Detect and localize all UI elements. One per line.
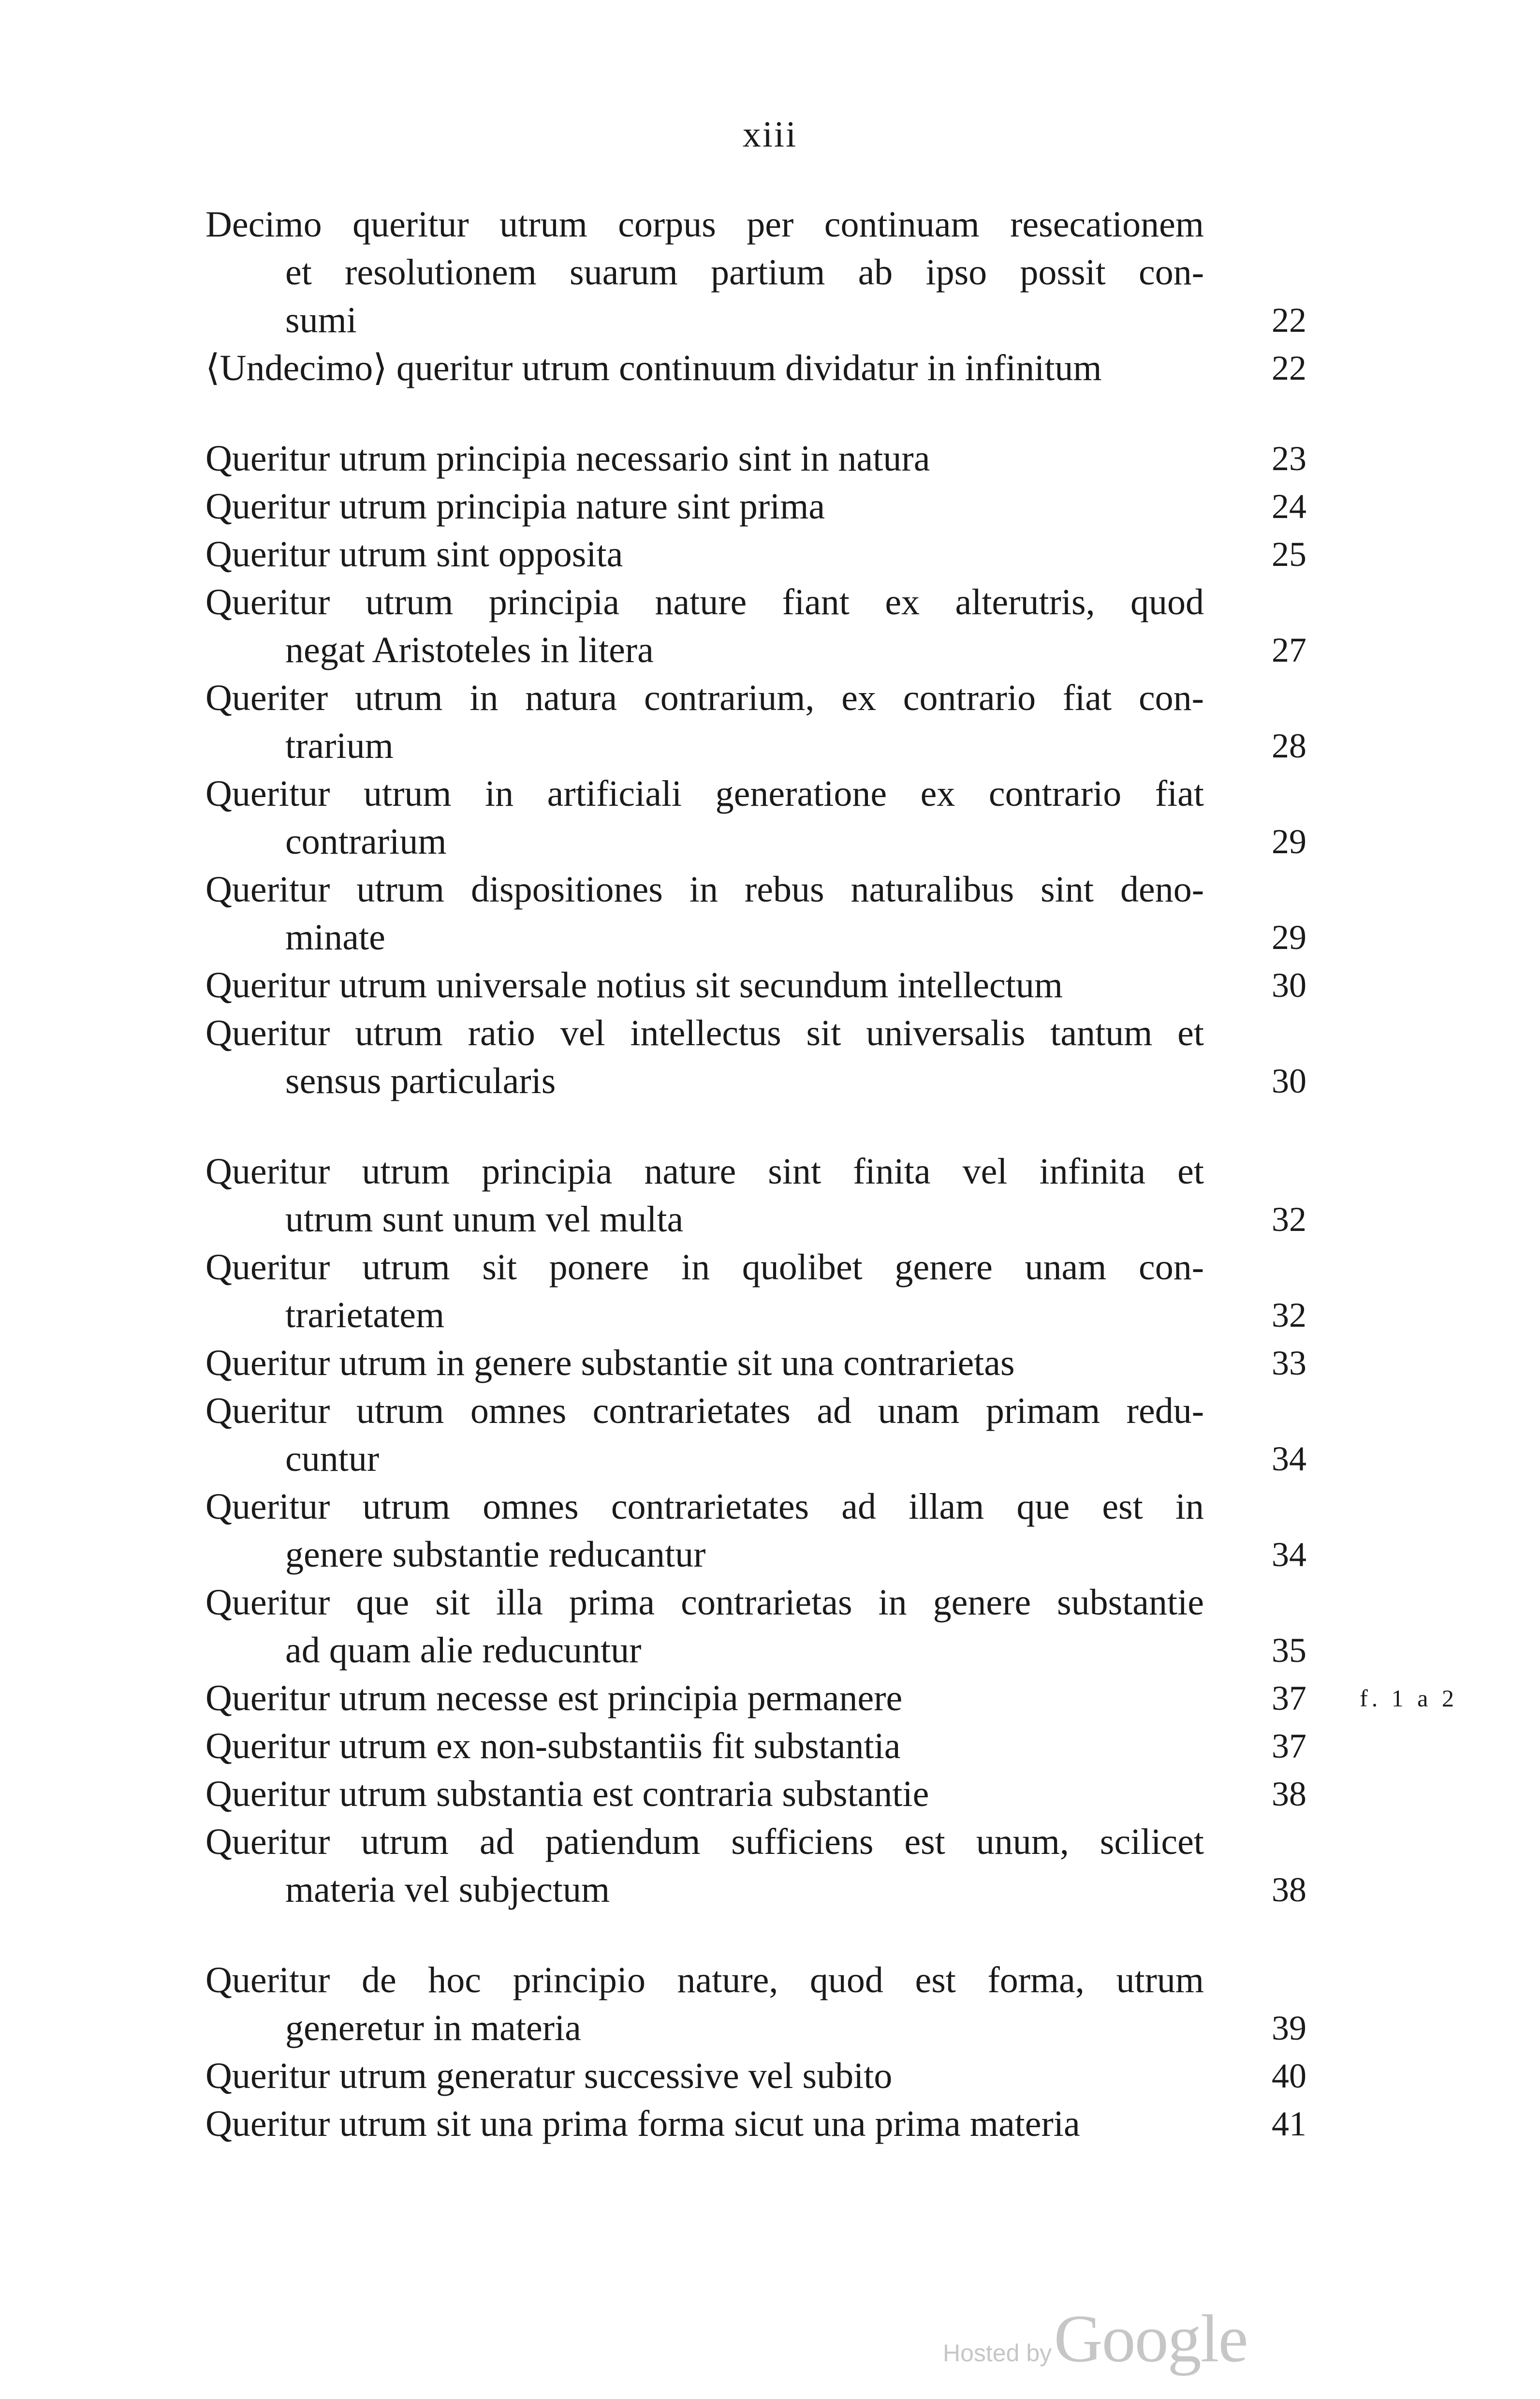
toc-entry-title [205,1387,1204,1483]
toc-entry-line: contrarium [285,821,447,862]
watermark-hosted-text: Hosted by [943,2340,1052,2367]
toc-entry-line: minate [285,917,385,958]
toc-entry-line: sumi [285,300,357,341]
toc-page-number: 37 [1272,1679,1306,1718]
toc-entry-line: Queritur utrum omnes contrarietates ad unam primam redu- [205,1391,1204,1431]
toc-entry-title [205,674,1204,770]
toc-entry [205,1483,1335,1579]
folio-reference: f. 1 a 2 [1360,1685,1458,1712]
toc-page-number: 29 [1272,822,1306,861]
watermark-google-logo: Google [1054,2301,1247,2376]
toc-entry-line: Queritur utrum in genere substantie sit una contrarietas [205,1343,1015,1383]
toc-entry [205,1148,1335,1244]
toc-entry [205,1818,1335,1914]
toc-entry [205,1009,1335,1105]
toc-page-number: 41 [1272,2104,1306,2143]
toc-page-number: 34 [1272,1439,1306,1478]
toc-entry-title [205,201,1204,344]
toc-entry [205,201,1335,344]
toc-entry-title [205,962,1204,1009]
toc-entry-line: Queritur utrum necesse est principia permanere [205,1678,903,1718]
toc-entry-line: Queritur utrum principia nature fiant ex alterutris, quod [205,582,1204,622]
toc-entry-line: Queritur utrum ratio vel intellectus sit universalis tantum et [205,1013,1204,1053]
toc-page-number: 29 [1272,918,1306,957]
toc-entry-line: negat Aristoteles in litera [285,630,654,670]
toc-entry [205,1722,1335,1770]
toc-entry-title [205,1956,1204,2052]
toc-entry-line: ad quam alie reducuntur [285,1630,642,1671]
toc-page-number: 32 [1272,1296,1306,1334]
toc-page-number: 30 [1272,966,1306,1005]
toc-entry-title [205,1674,1204,1722]
toc-entry-line: Decimo queritur utrum corpus per continuam resecationem [205,204,1204,245]
toc-entry [205,1339,1335,1387]
toc-page-number: 40 [1272,2057,1306,2095]
toc-entry-line: ⟨Undecimo⟩ queritur utrum continuum dividatur in infinitum [205,348,1102,388]
toc-entry [205,770,1335,866]
toc-entry-line: Queritur utrum principia nature sint finita vel infinita et [205,1151,1204,1192]
toc-entry-line: Queritur que sit illa prima contrarietas in genere substantie [205,1582,1204,1623]
toc-entry-title [205,1483,1204,1579]
toc-entry-line: Queritur utrum principia necessario sint in natura [205,438,930,479]
toc-entry [205,344,1335,392]
toc-entry-title [205,1722,1204,1770]
toc-page-number: 25 [1272,535,1306,574]
toc-entry-title [205,483,1204,531]
toc-page-number: 38 [1272,1870,1306,1909]
toc-entry-title [205,1818,1204,1914]
toc-entry [205,1770,1335,1818]
toc-entry-line: trarietatem [285,1295,445,1335]
toc-entry-title [205,2052,1204,2100]
toc-entry-title [205,1009,1204,1105]
toc-entry [205,1387,1335,1483]
toc-page-number: 35 [1272,1631,1306,1670]
toc-entry-title [205,578,1204,674]
toc-entry-line: utrum sunt unum vel multa [285,1199,684,1240]
toc-entry-title [205,435,1204,483]
toc-entry [205,1579,1335,1674]
toc-entry-line: Queritur utrum in artificiali generatione ex contrario fiat [205,773,1204,814]
toc-entry-title [205,2100,1204,2148]
toc-page-number: 28 [1272,726,1306,765]
toc-entry-line: generetur in materia [285,2008,581,2048]
toc-entry [205,1674,1458,1722]
toc-page-number: 22 [1272,349,1306,387]
toc-entry-title [205,1770,1204,1818]
toc-entry [205,962,1335,1009]
toc-entry-line: materia vel subjectum [285,1869,610,1910]
toc-entry-line: Queritur utrum generatur successive vel subito [205,2056,893,2096]
toc-page-number: 23 [1272,439,1306,478]
toc-entry [205,866,1335,962]
toc-page-number: 30 [1272,1062,1306,1100]
toc-entry-line: sensus particularis [285,1061,556,1101]
toc-entry [205,435,1335,483]
toc-page-number: 37 [1272,1727,1306,1765]
toc-entry-title [205,1148,1204,1244]
toc-entry-line: Queritur utrum universale notius sit secundum intellectum [205,965,1063,1006]
table-of-contents [205,201,1458,2148]
google-watermark [943,2300,1247,2378]
toc-entry [205,578,1335,674]
toc-entry-line: Queritur utrum principia nature sint prima [205,486,825,527]
toc-entry [205,2100,1335,2148]
page-number: xiii [742,114,798,155]
toc-page-number: 32 [1272,1200,1306,1239]
toc-entry [205,483,1335,531]
toc-page-number: 33 [1272,1344,1306,1382]
toc-entry-line: Queritur utrum dispositiones in rebus naturalibus sint deno- [205,869,1204,910]
toc-entry-line: Queritur utrum sint opposita [205,534,623,575]
toc-entry-line: Queritur utrum ad patiendum sufficiens est unum, scilicet [205,1821,1204,1862]
toc-entry-title [205,1339,1204,1387]
toc-page-number: 22 [1272,301,1306,340]
toc-entry-line: Queritur utrum sit ponere in quolibet genere unam con- [205,1247,1204,1288]
toc-entry-line: Queritur utrum sit una prima forma sicut una prima materia [205,2103,1080,2144]
toc-entry-line: et resolutionem suarum partium ab ipso possit con- [285,252,1204,293]
toc-entry-line: Queritur utrum omnes contrarietates ad illam que est in [205,1486,1204,1527]
toc-entry-line: cuntur [285,1438,380,1479]
toc-entry-line: Queritur de hoc principio nature, quod est forma, utrum [205,1960,1204,2000]
toc-entry [205,674,1335,770]
toc-entry-title [205,531,1204,578]
toc-entry-title [205,1579,1204,1674]
toc-page-number: 24 [1272,487,1306,526]
toc-page-number: 34 [1272,1535,1306,1574]
toc-entry [205,1244,1335,1339]
toc-entry [205,531,1335,578]
toc-entry-title [205,866,1204,962]
toc-entry-title [205,770,1204,866]
toc-entry [205,2052,1335,2100]
toc-page-number: 27 [1272,631,1306,669]
toc-entry-line: Queritur utrum ex non-substantiis fit substantia [205,1726,901,1766]
toc-entry-title [205,1244,1204,1339]
toc-entry-line: genere substantie reducantur [285,1534,706,1575]
toc-page-number: 38 [1272,1775,1306,1813]
toc-entry [205,1956,1335,2052]
toc-entry-line: trarium [285,726,394,766]
toc-entry-line: Queritur utrum substantia est contraria substantie [205,1774,929,1814]
toc-page-number: 39 [1272,2009,1306,2047]
toc-entry-title [205,344,1204,392]
toc-entry-line: Queriter utrum in natura contrarium, ex contrario fiat con- [205,678,1204,718]
